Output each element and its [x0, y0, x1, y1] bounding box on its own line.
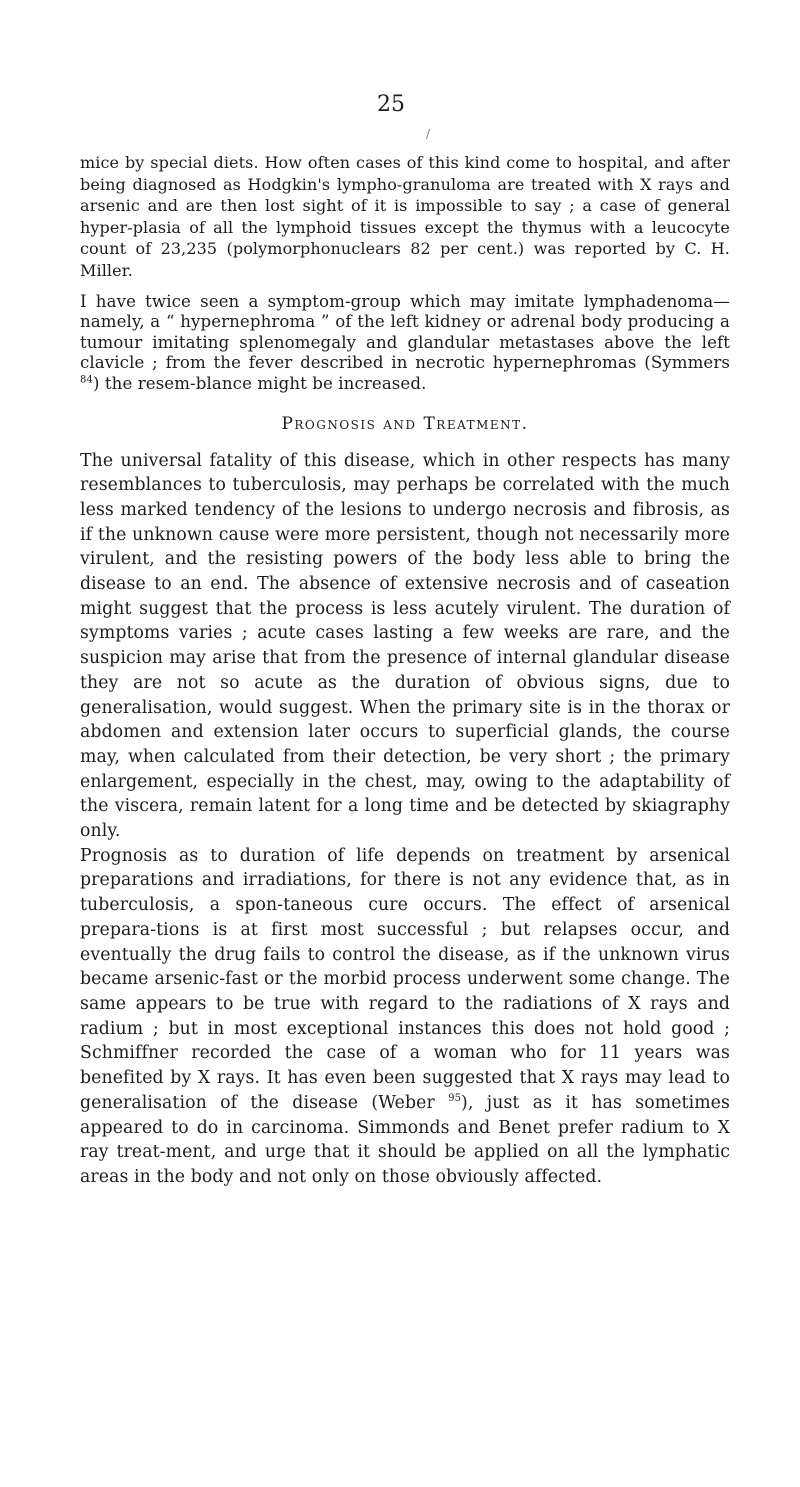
paragraph-4-text-end: ), just as it has sometimes appeared to do in carcinoma. Simmonds and Benet prefer radium to X ray treat-ment, and urge that it should be applied on all the lymphatic areas in the body and not only on those obviously affected.: [80, 1092, 730, 1187]
reference-95: 95: [448, 1093, 462, 1105]
paragraph-2-text: I have twice seen a symptom-group which may imitate lymphadenoma—namely, a “ hypernephroma ” of the left kidney or adrenal body producing a tumour imitating splenomegaly and glandular metastases above the left clavicle ; from the fever described in necrotic hypernephromas (Symmers: [80, 291, 730, 373]
paragraph-2-text-end: ) the resem-blance might be increased.: [92, 373, 427, 393]
margin-mark: /: [426, 127, 431, 141]
section-heading-text: Prognosis and Treatment.: [281, 413, 529, 434]
paragraph-2: [80, 292, 730, 395]
page-number: 25: [377, 92, 405, 117]
paragraph-3: The universal fatality of this disease, which in other respects has many resemblances to tuberculosis, may perhaps be correlated with the much less marked tendency of the lesions to undergo necrosis and fibrosis, as if the unknown cause were more persistent, though not necessarily more virulent, and the resisting powers of the body less able to bring the disease to an end. The absence of extensive necrosis and of caseation might suggest that the process is less acutely virulent. The duration of symptoms varies ; acute cases lasting a few weeks are rare, and the suspicion may arise that from the presence of internal glandular disease they are not so acute as the duration of obvious signs, due to generalisation, would suggest. When the primary site is in the thorax or abdomen and extension later occurs to superficial glands, the course may, when calculated from their detection, be very short ; the primary enlargement, especially in the chest, may, owing to the adaptability of the viscera, remain latent for a long time and be detected by skiagraphy only.: [80, 450, 730, 842]
body-text: [80, 152, 730, 1190]
paragraph-1: mice by special diets. How often cases of this kind come to hospital, and after being diagnosed as Hodgkin's lympho-granuloma are treated with X rays and arsenic and are then lost sight of it is impossible to say ; a case of general hyper-plasia of all the lymphoid tissues except the thymus with a leucocyte count of 23,235 (polymorphonuclears 82 per cent.) was reported by C. H. Miller.: [80, 153, 730, 280]
reference-84: 84: [80, 374, 93, 386]
section-heading: [80, 413, 730, 435]
paragraph-4-text: Prognosis as to duration of life depends on treatment by arsenical preparations and irradiations, for there is not any evidence that, as in tuberculosis, a spon-taneous cure occurs. The effect of arsenical prepara-tions is at first most successful ; but relapses occur, and eventually the drug fails to control the disease, as if the unknown virus became arsenic-fast or the morbid process underwent some change. The same appears to be true with regard to the radiations of X rays and radium ; but in most exceptional instances this does not hold good ; Schmiffner recorded the case of a woman who for 11 years was benefited by X rays. It has even been suggested that X rays may lead to generalisation of the disease (Weber: [80, 845, 730, 1113]
paragraph-4: [80, 844, 730, 1190]
